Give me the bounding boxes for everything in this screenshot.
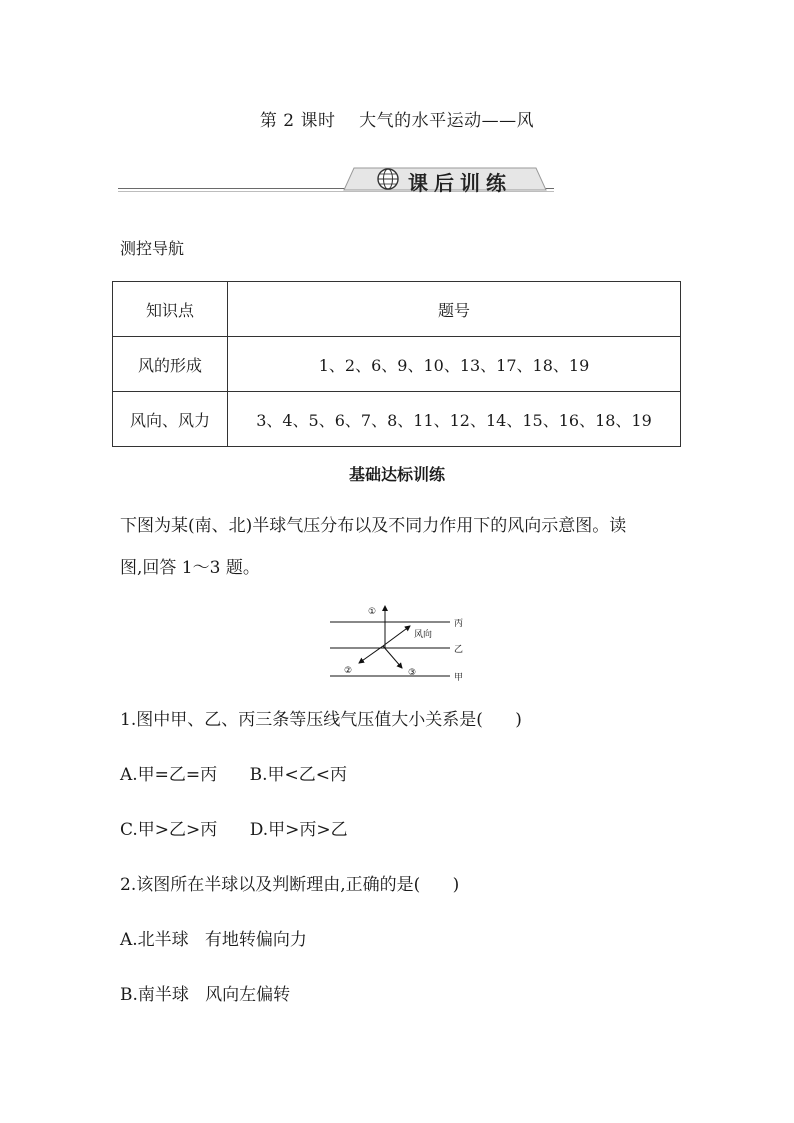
question-1-options-cd: C.甲>乙>丙 D.甲>丙>乙 bbox=[120, 820, 348, 840]
label-2: ② bbox=[344, 666, 353, 676]
label-jia: 甲 bbox=[454, 673, 464, 683]
table-header-topic: 知识点 bbox=[113, 282, 228, 337]
table-cell-topic: 风向、风力 bbox=[113, 392, 228, 447]
question-2-stem: 2.该图所在半球以及判断理由,正确的是( ) bbox=[120, 875, 460, 895]
wind-diagram bbox=[326, 601, 472, 683]
force-arrow-3 bbox=[383, 646, 402, 668]
table-header-numbers: 题号 bbox=[228, 282, 681, 337]
section-label: 测控导航 bbox=[120, 239, 185, 258]
question-1-options-ab: A.甲=乙=丙 B.甲<乙<丙 bbox=[120, 765, 347, 785]
sub-heading: 基础达标训练 bbox=[348, 465, 445, 484]
intro-line-2: 图,回答 1～3 题。 bbox=[120, 558, 260, 578]
label-bing: 丙 bbox=[454, 619, 464, 629]
label-1: ① bbox=[368, 607, 377, 617]
page-title: 第 2 课时 大气的水平运动——风 bbox=[259, 111, 535, 131]
wind-arrow bbox=[383, 626, 410, 646]
table-row bbox=[113, 337, 681, 392]
banner-title: 课后训练 bbox=[408, 171, 512, 195]
table-row bbox=[113, 392, 681, 447]
force-arrow-2 bbox=[359, 646, 383, 663]
intro-line-1: 下图为某(南、北)半球气压分布以及不同力作用下的风向示意图。读 bbox=[120, 516, 627, 536]
label-yi: 乙 bbox=[454, 645, 464, 655]
table-cell-numbers: 1、2、6、9、10、13、17、18、19 bbox=[228, 337, 681, 392]
table-cell-topic: 风的形成 bbox=[113, 337, 228, 392]
label-3: ③ bbox=[408, 668, 417, 678]
table-header-row bbox=[113, 282, 681, 337]
question-2-option-a: A.北半球 有地转偏向力 bbox=[120, 930, 307, 950]
knowledge-table bbox=[112, 281, 681, 447]
table-cell-numbers: 3、4、5、6、7、8、11、12、14、15、16、18、19 bbox=[228, 392, 681, 447]
wind-label: 风向 bbox=[414, 630, 433, 640]
question-1-stem: 1.图中甲、乙、丙三条等压线气压值大小关系是( ) bbox=[120, 710, 522, 730]
question-2-option-b: B.南半球 风向左偏转 bbox=[120, 985, 291, 1005]
globe-icon bbox=[378, 169, 398, 189]
